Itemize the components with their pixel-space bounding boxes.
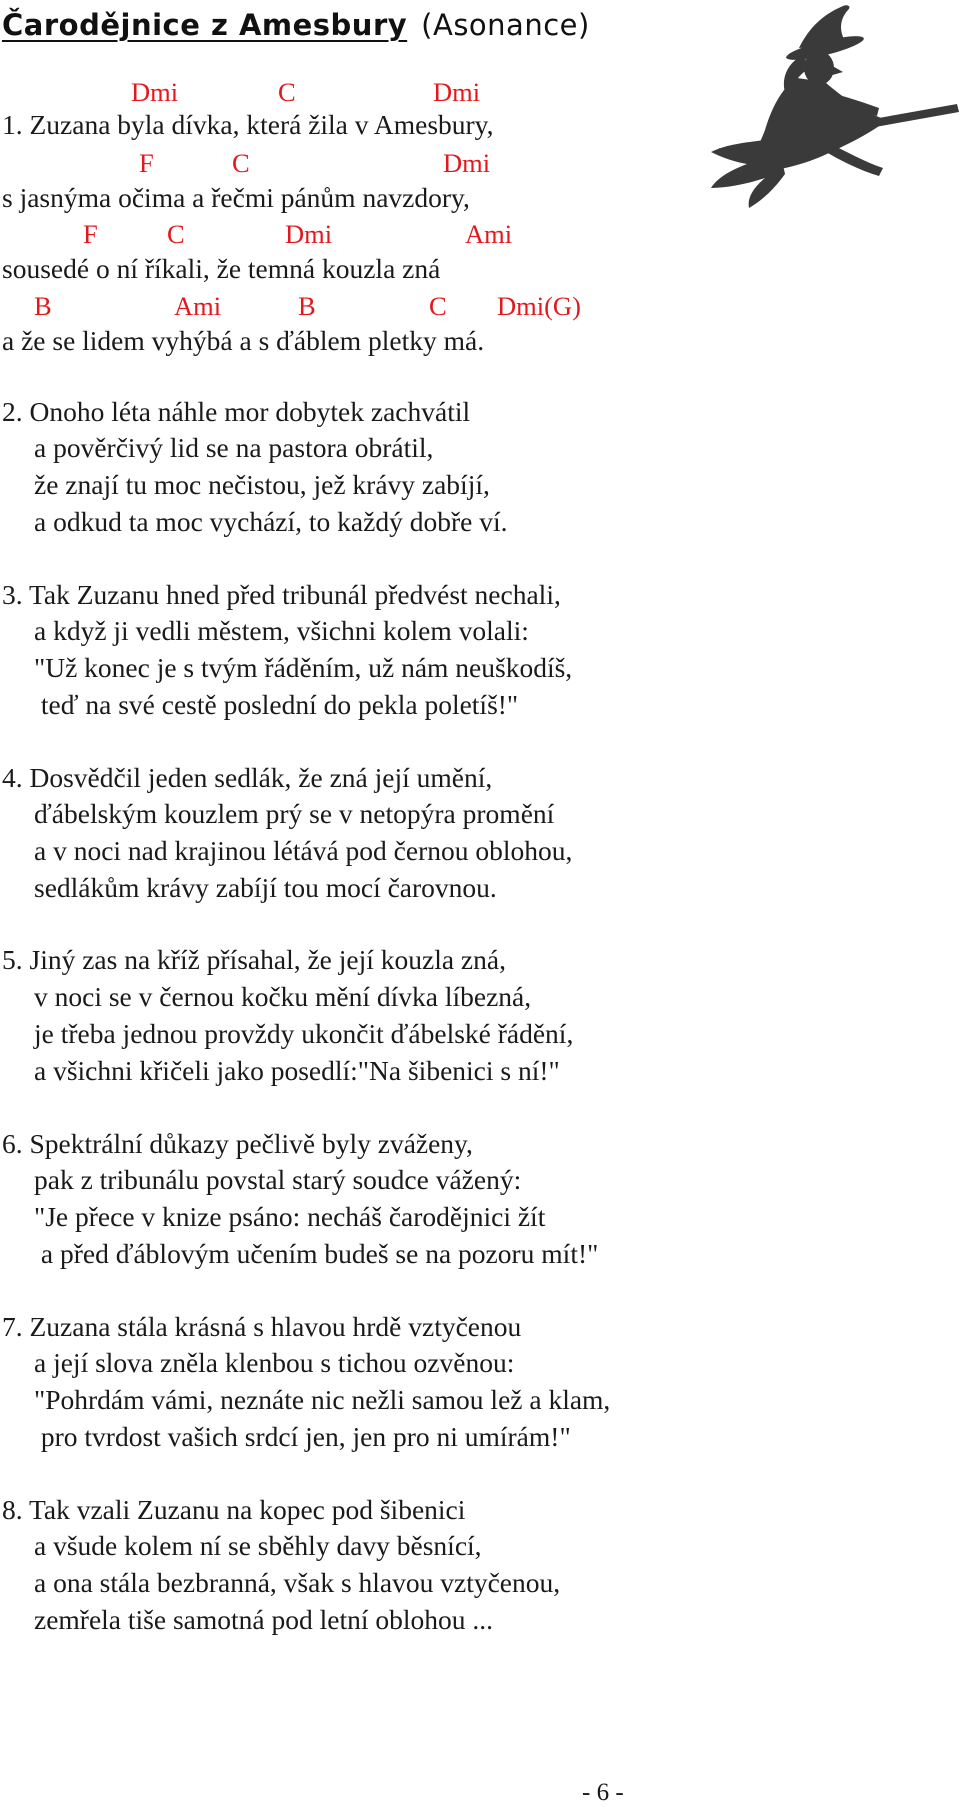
lyric-line: že znají tu moc nečistou, jež krávy zabíjí,	[34, 469, 490, 500]
lyric-line: a všude kolem ní se sběhly davy běsnící,	[34, 1530, 482, 1561]
lyric-line: "Pohrdám vámi, neznáte nic nežli samou lež a klam,	[34, 1384, 611, 1415]
lyric-line: a ona stála bezbranná, však s hlavou vztyčenou,	[34, 1567, 561, 1598]
page-number: - 6 -	[582, 1779, 624, 1806]
chord: F	[139, 148, 154, 178]
chord: Dmi	[433, 77, 481, 107]
witch-on-broom-icon	[707, 2, 960, 217]
lyric-line: 3. Tak Zuzanu hned před tribunál předvést nechali,	[2, 579, 561, 610]
chord: Dmi	[443, 148, 491, 178]
lyric-line: s jasnýma očima a řečmi pánům navzdory,	[2, 182, 470, 213]
lyric-line: v noci se v černou kočku mění dívka líbezná,	[34, 981, 532, 1012]
song-title: Čarodějnice z Amesbury	[2, 8, 408, 42]
lyric-line: a v noci nad krajinou létává pod černou oblohou,	[34, 835, 573, 866]
lyric-line: pro tvrdost vašich srdcí jen, jen pro ni umírám!"	[34, 1421, 571, 1452]
chord: C	[232, 148, 250, 178]
chord: B	[298, 291, 316, 321]
lyric-line: 5. Jiný zas na kříž přísahal, že její kouzla zná,	[2, 944, 506, 975]
chord: C	[278, 77, 296, 107]
lyric-line: 4. Dosvědčil jeden sedlák, že zná její umění,	[2, 762, 493, 793]
chord: B	[34, 291, 52, 321]
lyric-line: a odkud ta moc vychází, to každý dobře ví.	[34, 506, 508, 537]
lyric-line: a pověrčivý lid se na pastora obrátil,	[34, 432, 434, 463]
chord: Dmi(G)	[497, 291, 581, 321]
lyric-line: je třeba jednou provždy ukončit ďábelské řádění,	[34, 1018, 574, 1049]
lyric-line: 1. Zuzana byla dívka, která žila v Amesbury,	[2, 109, 494, 140]
lyric-line: 7. Zuzana stála krásná s hlavou hrdě vztyčenou	[2, 1311, 522, 1342]
song-title-row	[2, 8, 590, 42]
lyric-line: 8. Tak vzali Zuzanu na kopec pod šibenici	[2, 1494, 466, 1525]
lyric-line: teď na své cestě poslední do pekla poletíš!"	[34, 689, 519, 720]
song-artist: (Asonance)	[421, 8, 590, 42]
lyric-line: a že se lidem vyhýbá a s ďáblem pletky má.	[2, 325, 485, 356]
lyric-line: a když ji vedli městem, všichni kolem volali:	[34, 615, 529, 646]
lyric-line: 6. Spektrální důkazy pečlivě byly zváženy,	[2, 1128, 473, 1159]
lyric-line: "Je přece v knize psáno: necháš čarodějnici žít	[34, 1201, 546, 1232]
lyric-line: a všichni křičeli jako posedlí:"Na šibenici s ní!"	[34, 1055, 560, 1086]
chord: Dmi	[131, 77, 179, 107]
chord: C	[429, 291, 447, 321]
chord: C	[167, 219, 185, 249]
chord: Ami	[174, 291, 222, 321]
lyric-line: ďábelským kouzlem prý se v netopýra promění	[34, 798, 555, 829]
lyric-line: 2. Onoho léta náhle mor dobytek zachvátil	[2, 396, 471, 427]
chord: Dmi	[285, 219, 333, 249]
chord: Ami	[465, 219, 513, 249]
lyric-line: pak z tribunálu povstal starý soudce vážený:	[34, 1164, 522, 1195]
lyric-line: a před ďáblovým učením budeš se na pozoru mít!"	[34, 1238, 599, 1269]
lyric-line: sousedé o ní říkali, že temná kouzla zná	[2, 253, 441, 284]
lyric-line: a její slova zněla klenbou s tichou ozvěnou:	[34, 1347, 515, 1378]
lyric-line: "Už konec je s tvým řáděním, už nám neuškodíš,	[34, 652, 573, 683]
lyric-line: zemřela tiše samotná pod letní oblohou ...	[34, 1604, 493, 1635]
chord: F	[83, 219, 98, 249]
lyric-line: sedlákům krávy zabíjí tou mocí čarovnou.	[34, 872, 497, 903]
